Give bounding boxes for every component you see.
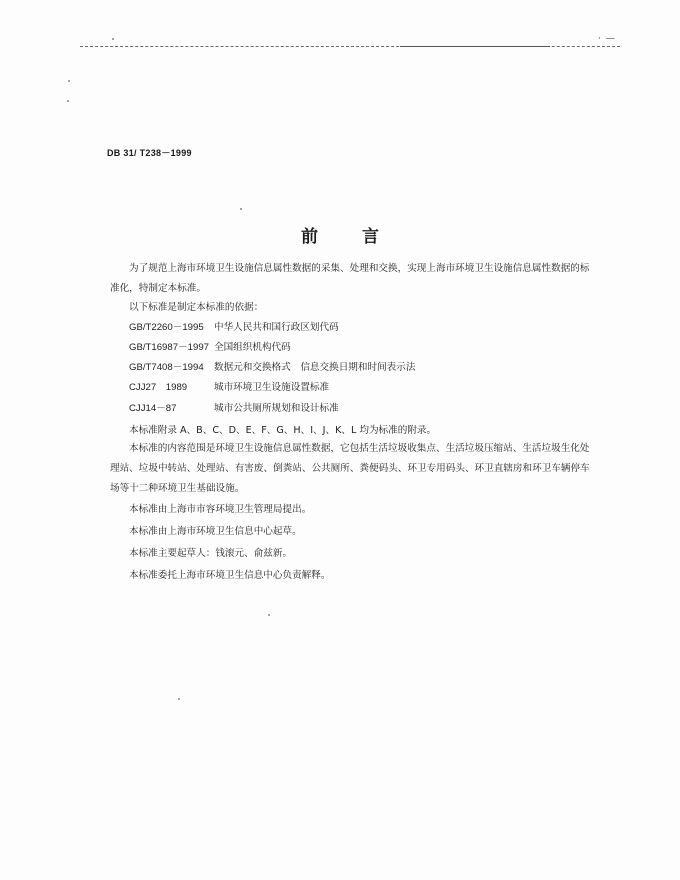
scan-speck [112,38,114,40]
scan-speck [268,614,270,616]
header-rule-solid [400,46,550,47]
standard-name: 数据元和交换格式 信息交换日期和时间表示法 [214,362,416,373]
foreword-paragraph: 本标准的内容范围是环境卫生设施信息属性数据，它包括生活垃圾收集点、生活垃圾压缩站、生活垃圾生化处理站、垃圾中转站、处理站、有害废、倒粪站、公共厕所、粪便码头、环卫专用码头、环卫直辖房和环卫车辆停车场等十二种环境卫生基础设施。 [110,443,590,494]
standard-code: CJJ14－87 [129,403,177,414]
scan-speck [240,208,242,210]
foreword-paragraph: 本标准附录 A、B、C、D、E、F、G、H、I、J、K、L 均为标准的附录。 [129,425,437,436]
scan-speck [178,698,180,700]
scan-speck [67,100,69,102]
foreword-paragraph: 本标准委托上海市环境卫生信息中心负责解释。 [129,570,331,581]
standard-name: 城市公共厕所规划和设计标准 [214,403,339,414]
standard-code: GB/T7408－1994 [129,362,204,373]
standard-code: CJJ27 1989 [129,382,188,393]
foreword-paragraph: 为了规范上海市环境卫生设施信息属性数据的采集、处理和交换，实现上海市环境卫生设施信息属性数据的标准化，特制定本标准。 [110,263,590,294]
standard-code: GB/T16987－1997 [129,342,210,353]
foreword-paragraph: 以下标准是制定本标准的依据： [129,302,264,313]
foreword-paragraph: 本标准由上海市市容环境卫生管理局提出。 [129,504,312,515]
standard-name: 全国组织机构代码 [214,342,291,353]
foreword-paragraph: 本标准由上海市环境卫生信息中心起草。 [129,526,302,537]
standard-name: 中华人民共和国行政区划代码 [214,322,339,333]
page-title: 前言 [301,227,423,247]
standard-code: GB/T2260－1995 [129,322,204,333]
corner-mark: · — [598,34,616,44]
foreword-paragraph: 本标准主要起草人：钱滚元、俞兹新。 [129,548,293,559]
scan-speck [68,80,70,82]
document-number: DB 31/ T238－1999 [107,148,192,158]
standard-name: 城市环境卫生设施设置标准 [214,382,330,393]
